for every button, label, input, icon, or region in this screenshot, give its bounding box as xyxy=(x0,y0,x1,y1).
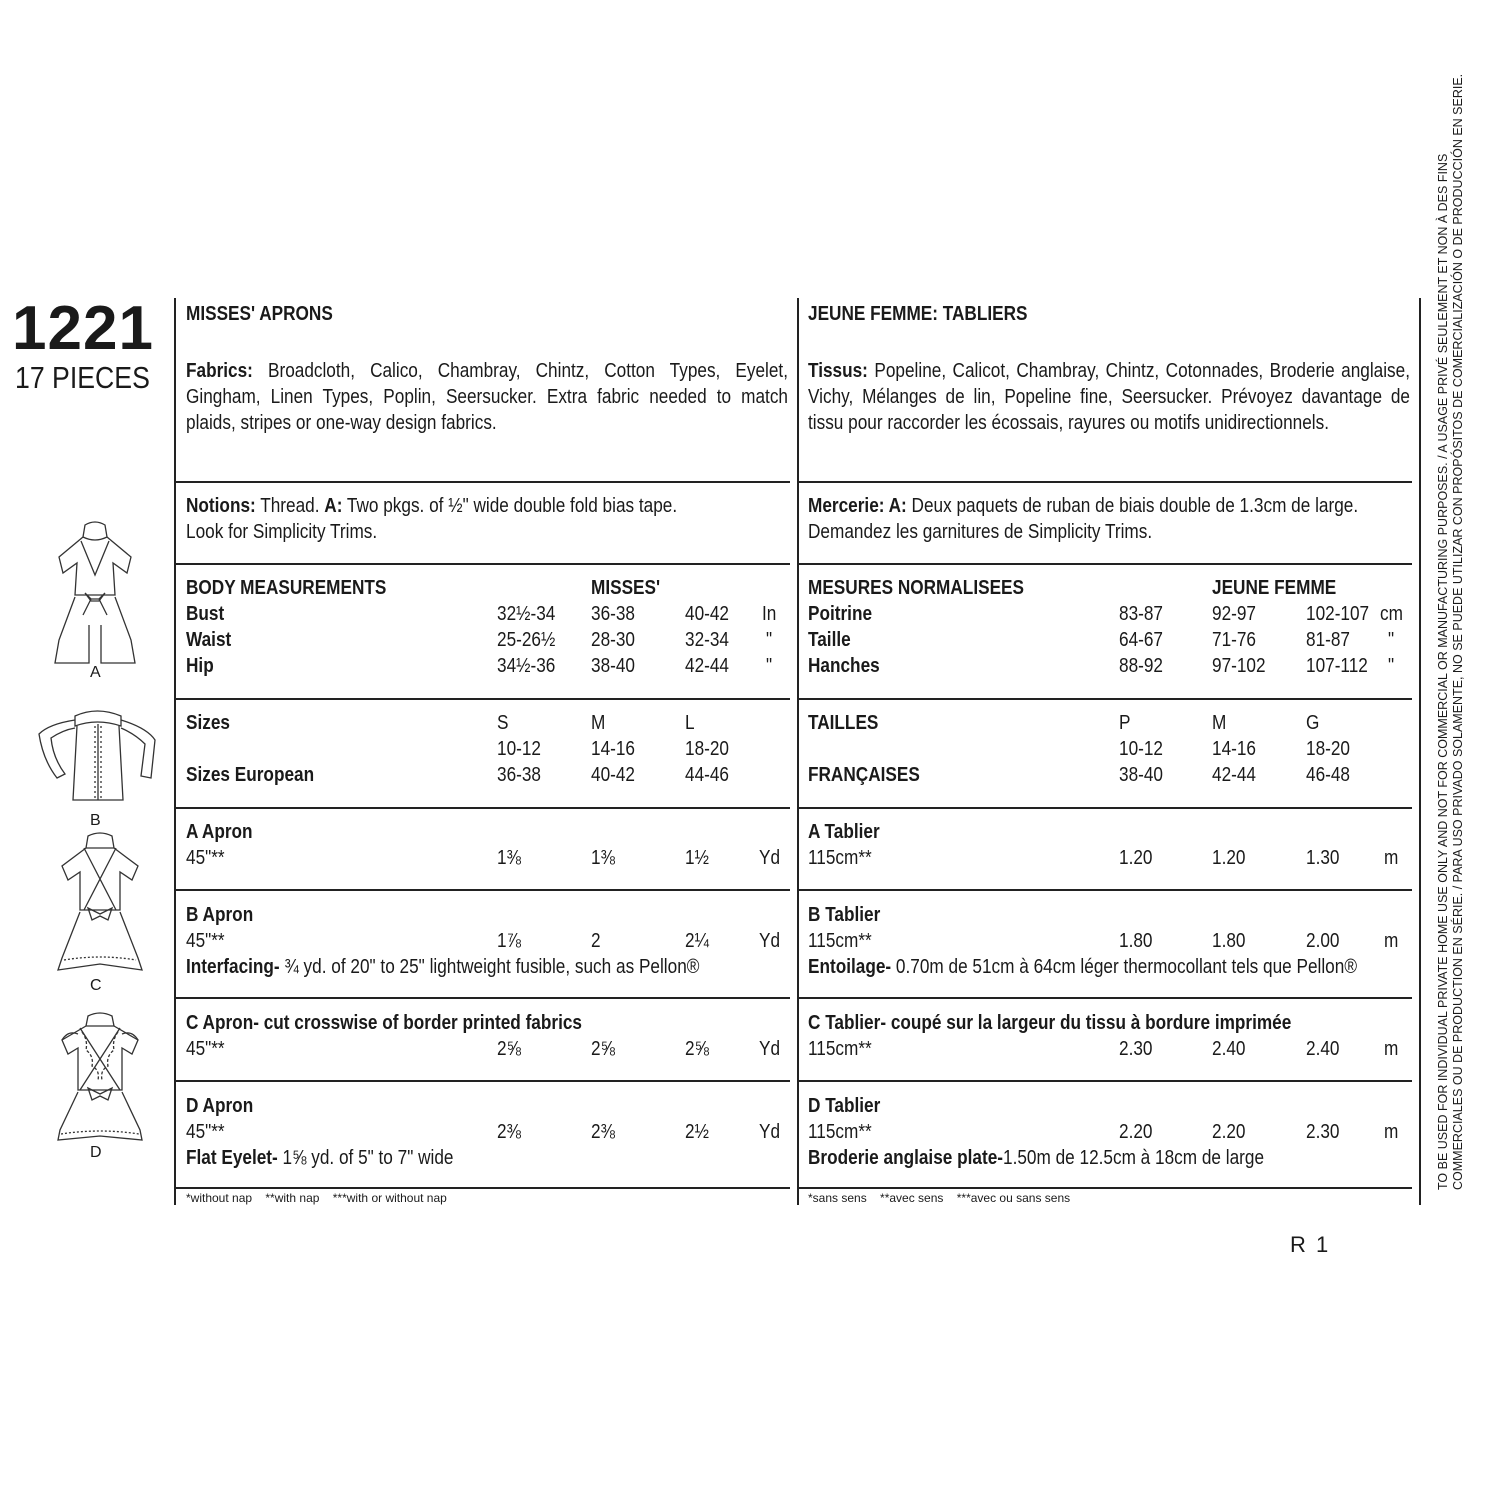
view-title: C Apron- cut crosswise of border printed fabrics xyxy=(186,1012,582,1034)
yardage: 2⅝ xyxy=(591,1038,615,1060)
yardage: 2⅜ xyxy=(497,1121,521,1143)
fabric-width: 45"** xyxy=(186,1038,225,1060)
size-letter: G xyxy=(1306,712,1320,734)
yardage-unit: m xyxy=(1384,1121,1399,1143)
view-extra xyxy=(808,954,1357,980)
sizes-label: TAILLES xyxy=(808,712,879,734)
measure-unit: In xyxy=(762,603,777,625)
pattern-number: 1221 xyxy=(12,294,154,363)
view-title: B Tablier xyxy=(808,904,881,926)
fabrics-label: Fabrics: xyxy=(186,360,253,382)
french-fabrics xyxy=(808,358,1410,436)
notions-a-text: Two pkgs. of ½" wide double fold bias tape. xyxy=(342,495,678,517)
yardage: 2.20 xyxy=(1119,1121,1153,1143)
measure-value: 88-92 xyxy=(1119,655,1163,677)
fabric-width: 45"** xyxy=(186,847,225,869)
french-title: JEUNE FEMME: TABLIERS xyxy=(808,303,1028,325)
extra-text: 1.50m de 12.5cm à 18cm de large xyxy=(1003,1147,1265,1169)
size-euro: 44-46 xyxy=(685,764,729,786)
english-fabrics xyxy=(186,358,788,436)
view-extra xyxy=(808,1145,1264,1171)
view-b-illustration xyxy=(35,700,160,810)
view-extra xyxy=(186,1145,453,1171)
measure-value: 42-44 xyxy=(685,655,729,677)
view-title: B Apron xyxy=(186,904,254,926)
yardage: 2 xyxy=(591,930,601,952)
rule xyxy=(176,698,790,700)
measure-unit: " xyxy=(766,629,773,651)
view-d-illustration xyxy=(48,1010,152,1145)
right-divider xyxy=(1419,298,1421,1205)
legal-line-1: TO BE USED FOR INDIVIDUAL PRIVATE HOME USE ONLY AND NOT FOR COMMERCIAL OR MANUFACTURING PURPOSES. / A USAGE PRIVÉ SEULEMENT ET NON À DES FINS xyxy=(1436,153,1450,1190)
yardage-unit: m xyxy=(1384,847,1399,869)
yardage: 2.30 xyxy=(1306,1121,1340,1143)
fabric-width: 115cm** xyxy=(808,1038,872,1060)
rule xyxy=(176,997,790,999)
yardage: 1⅜ xyxy=(591,847,615,869)
fabrics-text: Broadcloth, Calico, Chambray, Chintz, Cotton Types, Eyelet, Gingham, Linen Types, Poplin, Seersucker. Extra fabric needed to match plaids, stripes or one-way design fabrics. xyxy=(186,360,788,434)
size-number: 14-16 xyxy=(591,738,635,760)
measure-value: 102-107 xyxy=(1306,603,1370,625)
english-footnote: *without nap **with nap ***with or without nap xyxy=(186,1191,447,1205)
yardage: 2.40 xyxy=(1306,1038,1340,1060)
yardage: 2.30 xyxy=(1119,1038,1153,1060)
view-label-c: C xyxy=(90,977,102,994)
yardage: 2.40 xyxy=(1212,1038,1246,1060)
measure-value: 25-26½ xyxy=(497,629,556,651)
extra-label: Interfacing- xyxy=(186,956,280,978)
extra-text: 0.70m de 51cm à 64cm léger thermocollant tels que Pellon® xyxy=(891,956,1358,978)
measure-value: 97-102 xyxy=(1212,655,1266,677)
yardage-unit: Yd xyxy=(759,1121,781,1143)
yardage-unit: m xyxy=(1384,930,1399,952)
yardage-unit: m xyxy=(1384,1038,1399,1060)
fabric-width: 45"** xyxy=(186,1121,225,1143)
measure-label: Hip xyxy=(186,655,214,677)
view-c-illustration xyxy=(50,828,150,976)
rule xyxy=(176,563,790,565)
rule xyxy=(176,807,790,809)
notions-a-label: A: xyxy=(324,495,343,517)
extra-label: Flat Eyelet- xyxy=(186,1147,278,1169)
yardage: 2¼ xyxy=(685,930,709,952)
rule xyxy=(799,563,1412,565)
measure-label: Waist xyxy=(186,629,232,651)
size-euro: 38-40 xyxy=(1119,764,1163,786)
french-notions-line2: Demandez les garnitures de Simplicity Trims. xyxy=(808,521,1153,543)
size-letter: L xyxy=(685,712,695,734)
size-letter: P xyxy=(1119,712,1131,734)
size-number: 18-20 xyxy=(1306,738,1350,760)
rule xyxy=(176,481,790,483)
view-label-d: D xyxy=(90,1144,102,1161)
size-number: 14-16 xyxy=(1212,738,1256,760)
yardage-unit: Yd xyxy=(759,1038,781,1060)
english-title: MISSES' APRONS xyxy=(186,303,333,325)
fabrics-text: Popeline, Calicot, Chambray, Chintz, Cotonnades, Broderie anglaise, Vichy, Mélanges de lin, Popeline fine, Seersucker. Prévoyez davantage de tissu pour raccorder les écossais, rayures ou motifs unidirectionnels. xyxy=(808,360,1410,434)
measure-unit: " xyxy=(1388,629,1395,651)
measure-value: 64-67 xyxy=(1119,629,1163,651)
fabric-width: 115cm** xyxy=(808,1121,872,1143)
fabric-width: 45"** xyxy=(186,930,225,952)
size-number: 18-20 xyxy=(685,738,729,760)
rule xyxy=(176,1187,790,1189)
measure-label: Hanches xyxy=(808,655,880,677)
body-measurements-heading: MESURES NORMALISEES xyxy=(808,577,1024,599)
rule xyxy=(799,481,1412,483)
measure-value: 32½-34 xyxy=(497,603,556,625)
yardage: 1½ xyxy=(685,847,709,869)
rule xyxy=(799,1187,1412,1189)
size-number: 10-12 xyxy=(1119,738,1163,760)
legal-notice xyxy=(1436,73,1466,1190)
view-title: D Apron xyxy=(186,1095,254,1117)
sizes-euro-label: FRANÇAISES xyxy=(808,764,920,786)
notions-text: Thread. xyxy=(255,495,325,517)
measure-unit: " xyxy=(1388,655,1395,677)
body-measurements-heading: BODY MEASUREMENTS xyxy=(186,577,387,599)
extra-text: 1⅝ yd. of 5" to 7" wide xyxy=(277,1147,454,1169)
notions-a-label: A: xyxy=(884,495,907,517)
notions-a-text: Deux paquets de ruban de biais double de 1.3cm de large. xyxy=(906,495,1359,517)
fabrics-label: Tissus: xyxy=(808,360,868,382)
center-divider xyxy=(797,298,799,1205)
measure-value: 38-40 xyxy=(591,655,635,677)
fabric-width: 115cm** xyxy=(808,930,872,952)
measure-unit: " xyxy=(766,655,773,677)
yardage: 1⅜ xyxy=(497,847,521,869)
view-a-illustration xyxy=(45,515,145,665)
english-notions xyxy=(186,493,677,519)
yardage: 2.20 xyxy=(1212,1121,1246,1143)
measure-value: 83-87 xyxy=(1119,603,1163,625)
size-group-heading: JEUNE FEMME xyxy=(1212,577,1337,599)
left-divider xyxy=(174,298,176,1205)
measure-value: 32-34 xyxy=(685,629,729,651)
measure-value: 92-97 xyxy=(1212,603,1256,625)
yardage: 1⅞ xyxy=(497,930,521,952)
measure-value: 40-42 xyxy=(685,603,729,625)
measure-label: Bust xyxy=(186,603,225,625)
size-letter: M xyxy=(591,712,606,734)
yardage: 2⅝ xyxy=(497,1038,521,1060)
measure-value: 71-76 xyxy=(1212,629,1256,651)
rule xyxy=(176,889,790,891)
sizes-label: Sizes xyxy=(186,712,230,734)
view-title: C Tablier- coupé sur la largeur du tissu à bordure imprimée xyxy=(808,1012,1292,1034)
rule xyxy=(799,698,1412,700)
yardage: 1.30 xyxy=(1306,847,1340,869)
rule xyxy=(799,1080,1412,1082)
size-letter: M xyxy=(1212,712,1227,734)
size-euro: 42-44 xyxy=(1212,764,1256,786)
rule xyxy=(799,889,1412,891)
rule xyxy=(176,1080,790,1082)
yardage: 2⅝ xyxy=(685,1038,709,1060)
size-number: 10-12 xyxy=(497,738,541,760)
view-title: A Tablier xyxy=(808,821,880,843)
yardage: 2½ xyxy=(685,1121,709,1143)
measure-label: Taille xyxy=(808,629,851,651)
measure-value: 34½-36 xyxy=(497,655,556,677)
yardage: 1.20 xyxy=(1212,847,1246,869)
size-euro: 46-48 xyxy=(1306,764,1350,786)
view-label-a: A xyxy=(90,664,101,681)
size-euro: 36-38 xyxy=(497,764,541,786)
measure-unit: cm xyxy=(1380,603,1403,625)
french-notions xyxy=(808,493,1358,519)
page-code: R 1 xyxy=(1290,1232,1331,1257)
english-notions-line2: Look for Simplicity Trims. xyxy=(186,521,378,543)
size-letter: S xyxy=(497,712,509,734)
yardage: 2⅜ xyxy=(591,1121,615,1143)
view-label-b: B xyxy=(90,812,101,829)
measure-value: 36-38 xyxy=(591,603,635,625)
yardage-unit: Yd xyxy=(759,930,781,952)
french-footnote: *sans sens **avec sens ***avec ou sans sens xyxy=(808,1191,1071,1205)
extra-text: ¾ yd. of 20" to 25" lightweight fusible, such as Pellon® xyxy=(279,956,700,978)
measure-label: Poitrine xyxy=(808,603,873,625)
extra-label: Entoilage- xyxy=(808,956,892,978)
yardage: 2.00 xyxy=(1306,930,1340,952)
pieces-count: 17 PIECES xyxy=(15,360,150,395)
sizes-euro-label: Sizes European xyxy=(186,764,315,786)
yardage: 1.80 xyxy=(1119,930,1153,952)
yardage: 1.20 xyxy=(1119,847,1153,869)
measure-value: 81-87 xyxy=(1306,629,1350,651)
extra-label: Broderie anglaise plate- xyxy=(808,1147,1004,1169)
notions-label: Notions: xyxy=(186,495,256,517)
notions-label: Mercerie: xyxy=(808,495,885,517)
legal-line-2: COMMERCIALES OU DE PRODUCTION EN SÉRIE. / PARA USO PRIVADO SOLAMENTE, NO SE PUEDE UTILIZAR CON PROPÓSITOS DE COMERCIALIZACIÓN O DE PRODUCCIÓN EN SERIE. xyxy=(1451,73,1465,1190)
view-title: D Tablier xyxy=(808,1095,881,1117)
yardage-unit: Yd xyxy=(759,847,781,869)
fabric-width: 115cm** xyxy=(808,847,872,869)
view-extra xyxy=(186,954,699,980)
size-group-heading: MISSES' xyxy=(591,577,661,599)
view-title: A Apron xyxy=(186,821,253,843)
size-euro: 40-42 xyxy=(591,764,635,786)
yardage: 1.80 xyxy=(1212,930,1246,952)
measure-value: 107-112 xyxy=(1306,655,1368,677)
rule xyxy=(799,997,1412,999)
rule xyxy=(799,807,1412,809)
measure-value: 28-30 xyxy=(591,629,635,651)
